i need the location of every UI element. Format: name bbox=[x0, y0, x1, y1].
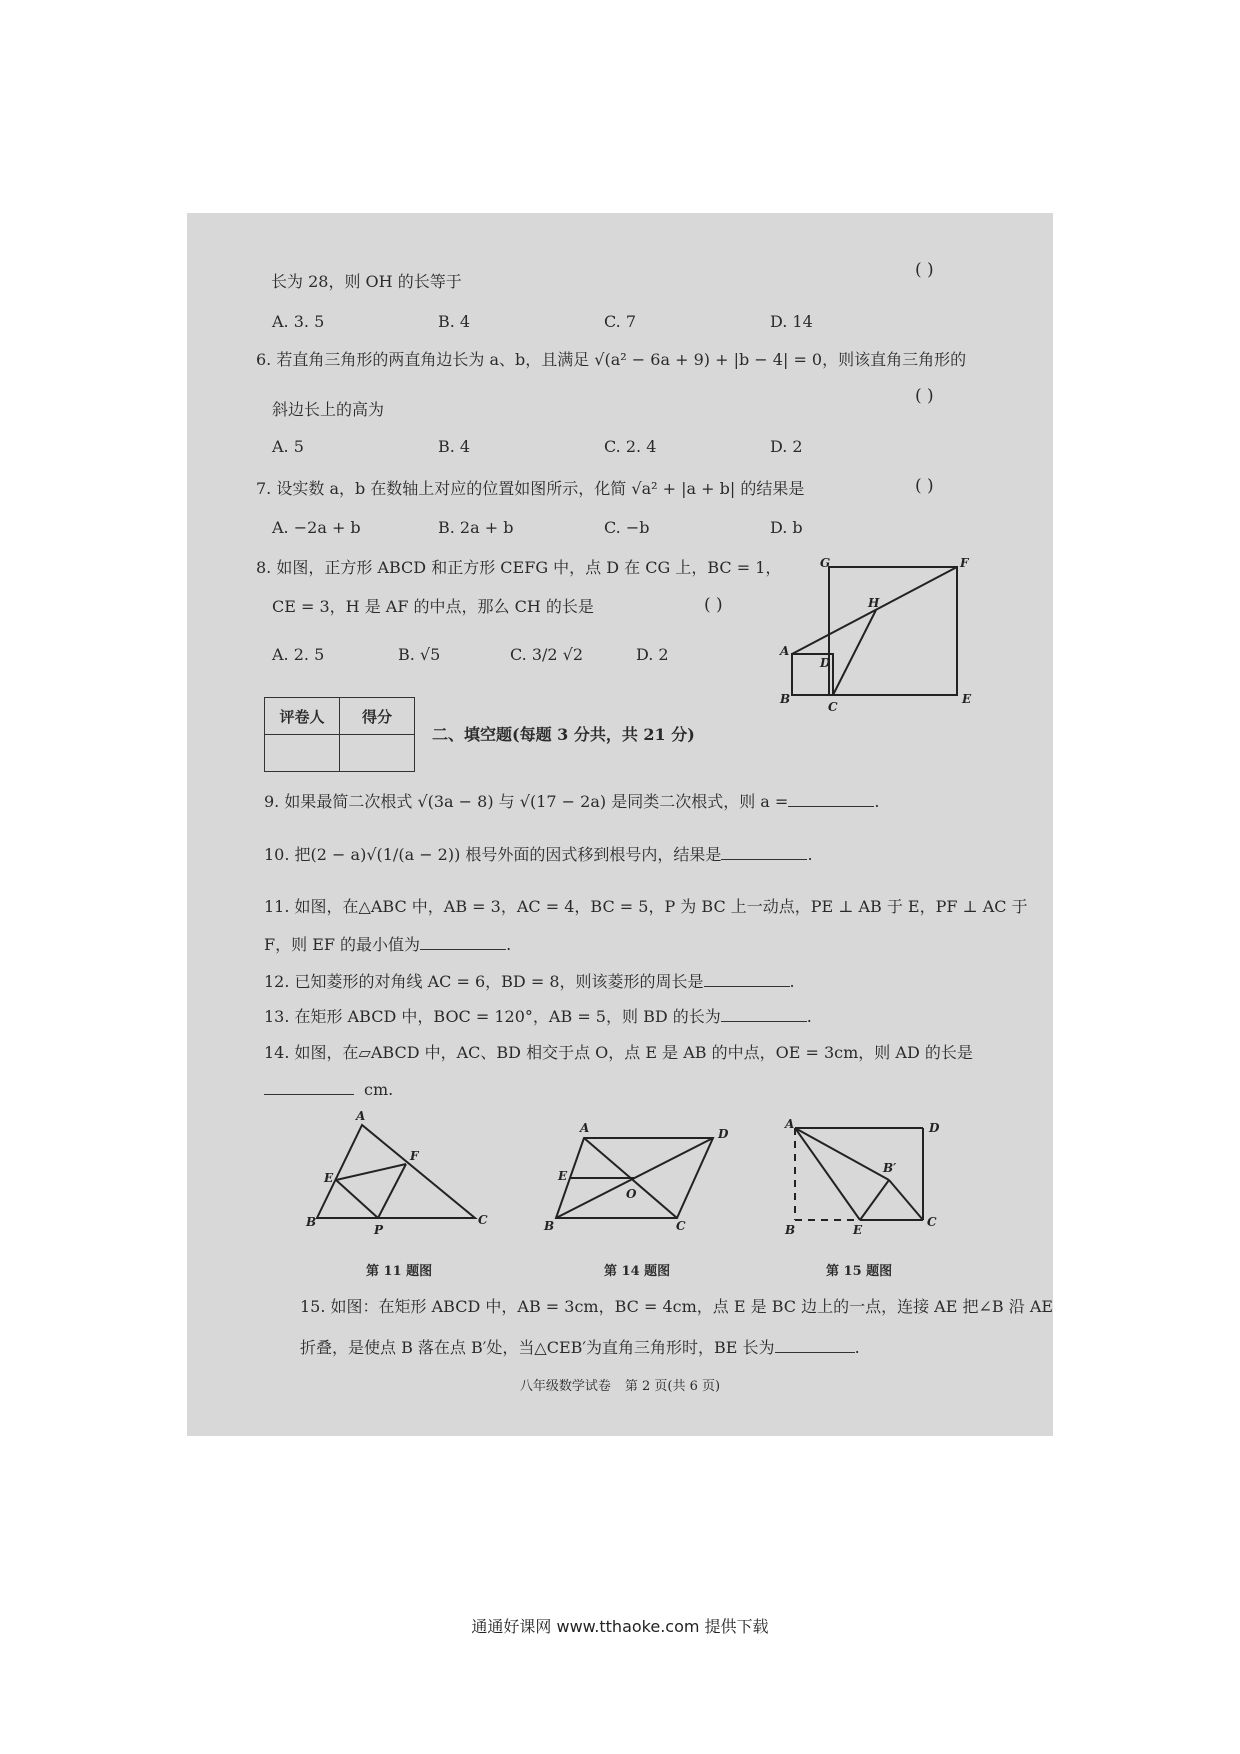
label-b: B bbox=[780, 692, 791, 706]
label-b: B bbox=[544, 1219, 555, 1233]
q7-option-c: C. −b bbox=[604, 518, 650, 537]
caption-q11: 第 11 题图 bbox=[366, 1264, 433, 1279]
q15-answer-blank bbox=[775, 1338, 855, 1353]
q14-line1: 14. 如图，在▱ABCD 中，AC、BD 相交于点 O，点 E 是 AB 的中点，OE = 3cm，则 AD 的长是 bbox=[264, 1043, 973, 1062]
label-f: F bbox=[410, 1149, 419, 1163]
q9-text: 9. 如果最简二次根式 √(3a − 8) 与 √(17 − 2a) 是同类二次根式，则 a = bbox=[264, 792, 789, 811]
label-c: C bbox=[828, 700, 838, 714]
figure-q14 bbox=[544, 1121, 729, 1233]
q10-line bbox=[264, 845, 813, 865]
q6-option-b: B. 4 bbox=[438, 437, 471, 456]
label-g: G bbox=[820, 556, 831, 570]
grader-header: 评卷人 bbox=[265, 698, 340, 735]
q15-end: . bbox=[854, 1338, 860, 1357]
q11-end: . bbox=[506, 935, 512, 954]
q13-line bbox=[264, 1007, 812, 1027]
q7-option-a: A. −2a + b bbox=[272, 518, 361, 537]
score-header: 得分 bbox=[340, 698, 415, 735]
q14-unit: cm. bbox=[364, 1080, 394, 1099]
label-c: C bbox=[927, 1215, 937, 1229]
q14-line2 bbox=[264, 1080, 393, 1100]
label-a: A bbox=[785, 1117, 795, 1131]
q12-text: 12. 已知菱形的对角线 AC = 6，BD = 8，则该菱形的周长是 bbox=[264, 972, 704, 991]
q11-text: F，则 EF 的最小值为 bbox=[264, 935, 421, 954]
label-b-prime: B′ bbox=[883, 1161, 897, 1175]
page-footer-title: 八年级数学试卷 bbox=[519, 1379, 611, 1394]
q5-option-b: B. 4 bbox=[438, 312, 471, 331]
label-b: B bbox=[306, 1215, 317, 1229]
label-o: O bbox=[626, 1187, 637, 1201]
q5-option-c: C. 7 bbox=[604, 312, 637, 331]
q8-option-a: A. 2. 5 bbox=[272, 645, 325, 664]
q8-option-c: C. 3/2 √2 bbox=[510, 645, 584, 664]
q10-answer-blank bbox=[721, 845, 807, 860]
q5-option-d: D. 14 bbox=[770, 312, 813, 331]
q8-option-b: B. √5 bbox=[398, 645, 441, 664]
label-d: D bbox=[820, 656, 831, 670]
label-a: A bbox=[580, 1121, 590, 1135]
q10-end: . bbox=[807, 845, 813, 864]
label-e: E bbox=[962, 692, 972, 706]
label-d: D bbox=[718, 1127, 729, 1141]
label-d: D bbox=[929, 1121, 940, 1135]
q8-paren: ( ) bbox=[704, 595, 723, 615]
site-footer: 通通好课网 www.tthaoke.com 提供下载 bbox=[471, 1617, 769, 1636]
caption-q14: 第 14 题图 bbox=[604, 1264, 671, 1279]
label-h: H bbox=[868, 596, 880, 610]
label-e: E bbox=[853, 1223, 863, 1237]
figure-q15 bbox=[785, 1117, 945, 1237]
q6-paren: ( ) bbox=[915, 386, 934, 406]
q5-text: 长为 28，则 OH 的长等于 bbox=[271, 272, 462, 291]
q12-answer-blank bbox=[704, 972, 790, 987]
q7-option-b: B. 2a + b bbox=[438, 518, 514, 537]
label-e: E bbox=[558, 1169, 568, 1183]
q9-end: . bbox=[874, 792, 880, 811]
section-title: 二、填空题(每题 3 分共，共 21 分) bbox=[432, 725, 695, 744]
q7-text: 7. 设实数 a，b 在数轴上对应的位置如图所示，化简 √a² + |a + b| 的结果是 bbox=[256, 479, 805, 498]
q9-line bbox=[264, 792, 879, 812]
q6-option-c: C. 2. 4 bbox=[604, 437, 657, 456]
q8-line1: 8. 如图，正方形 ABCD 和正方形 CEFG 中，点 D 在 CG 上，BC = 1， bbox=[256, 558, 782, 577]
q6-line1: 6. 若直角三角形的两直角边长为 a、b，且满足 √(a² − 6a + 9) + |b − 4| = 0，则该直角三角形的 bbox=[256, 350, 967, 369]
q15-line2 bbox=[300, 1338, 860, 1358]
score-cell bbox=[340, 735, 415, 772]
label-c: C bbox=[676, 1219, 686, 1233]
q14-answer-blank bbox=[264, 1080, 354, 1095]
q15-line1: 15. 如图：在矩形 ABCD 中，AB = 3cm，BC = 4cm，点 E 是 BC 边上的一点，连接 AE 把∠B 沿 AE bbox=[300, 1297, 1054, 1316]
label-p: P bbox=[374, 1223, 384, 1237]
q7-option-d: D. b bbox=[770, 518, 803, 537]
caption-q15: 第 15 题图 bbox=[826, 1264, 893, 1279]
q6-option-d: D. 2 bbox=[770, 437, 803, 456]
label-a: A bbox=[356, 1109, 366, 1123]
q6-line2: 斜边长上的高为 bbox=[272, 400, 385, 419]
q5-paren: ( ) bbox=[915, 260, 934, 280]
q12-end: . bbox=[789, 972, 795, 991]
label-e: E bbox=[324, 1171, 334, 1185]
q11-line1: 11. 如图，在△ABC 中，AB = 3，AC = 4，BC = 5，P 为 BC 上一动点，PE ⊥ AB 于 E，PF ⊥ AC 于 bbox=[264, 897, 1028, 916]
grader-cell bbox=[265, 735, 340, 772]
label-c: C bbox=[478, 1213, 488, 1227]
figure-q11 bbox=[306, 1109, 490, 1237]
grader-table bbox=[264, 697, 415, 772]
q8-line2: CE = 3，H 是 AF 的中点，那么 CH 的长是 bbox=[272, 597, 594, 616]
label-b: B bbox=[785, 1223, 796, 1237]
q9-answer-blank bbox=[788, 792, 874, 807]
q6-option-a: A. 5 bbox=[272, 437, 304, 456]
label-a: A bbox=[780, 644, 790, 658]
q13-text: 13. 在矩形 ABCD 中，BOC = 120°，AB = 5，则 BD 的长为 bbox=[264, 1007, 721, 1026]
page-footer-number: 第 2 页(共 6 页) bbox=[624, 1379, 721, 1394]
q13-end: . bbox=[806, 1007, 812, 1026]
q7-paren: ( ) bbox=[915, 476, 934, 496]
figure-q8 bbox=[780, 555, 972, 714]
q13-answer-blank bbox=[721, 1007, 807, 1022]
label-f: F bbox=[960, 556, 969, 570]
q10-text: 10. 把(2 − a)√(1/(a − 2)) 根号外面的因式移到根号内，结果是 bbox=[264, 845, 722, 864]
q11-answer-blank bbox=[420, 935, 506, 950]
q8-option-d: D. 2 bbox=[636, 645, 669, 664]
q11-line2 bbox=[264, 935, 511, 955]
page-footer bbox=[0, 1375, 1240, 1394]
q12-line bbox=[264, 972, 795, 992]
q5-option-a: A. 3. 5 bbox=[272, 312, 325, 331]
q15-text: 折叠，是使点 B 落在点 B′处，当△CEB′为直角三角形时，BE 长为 bbox=[300, 1338, 775, 1357]
